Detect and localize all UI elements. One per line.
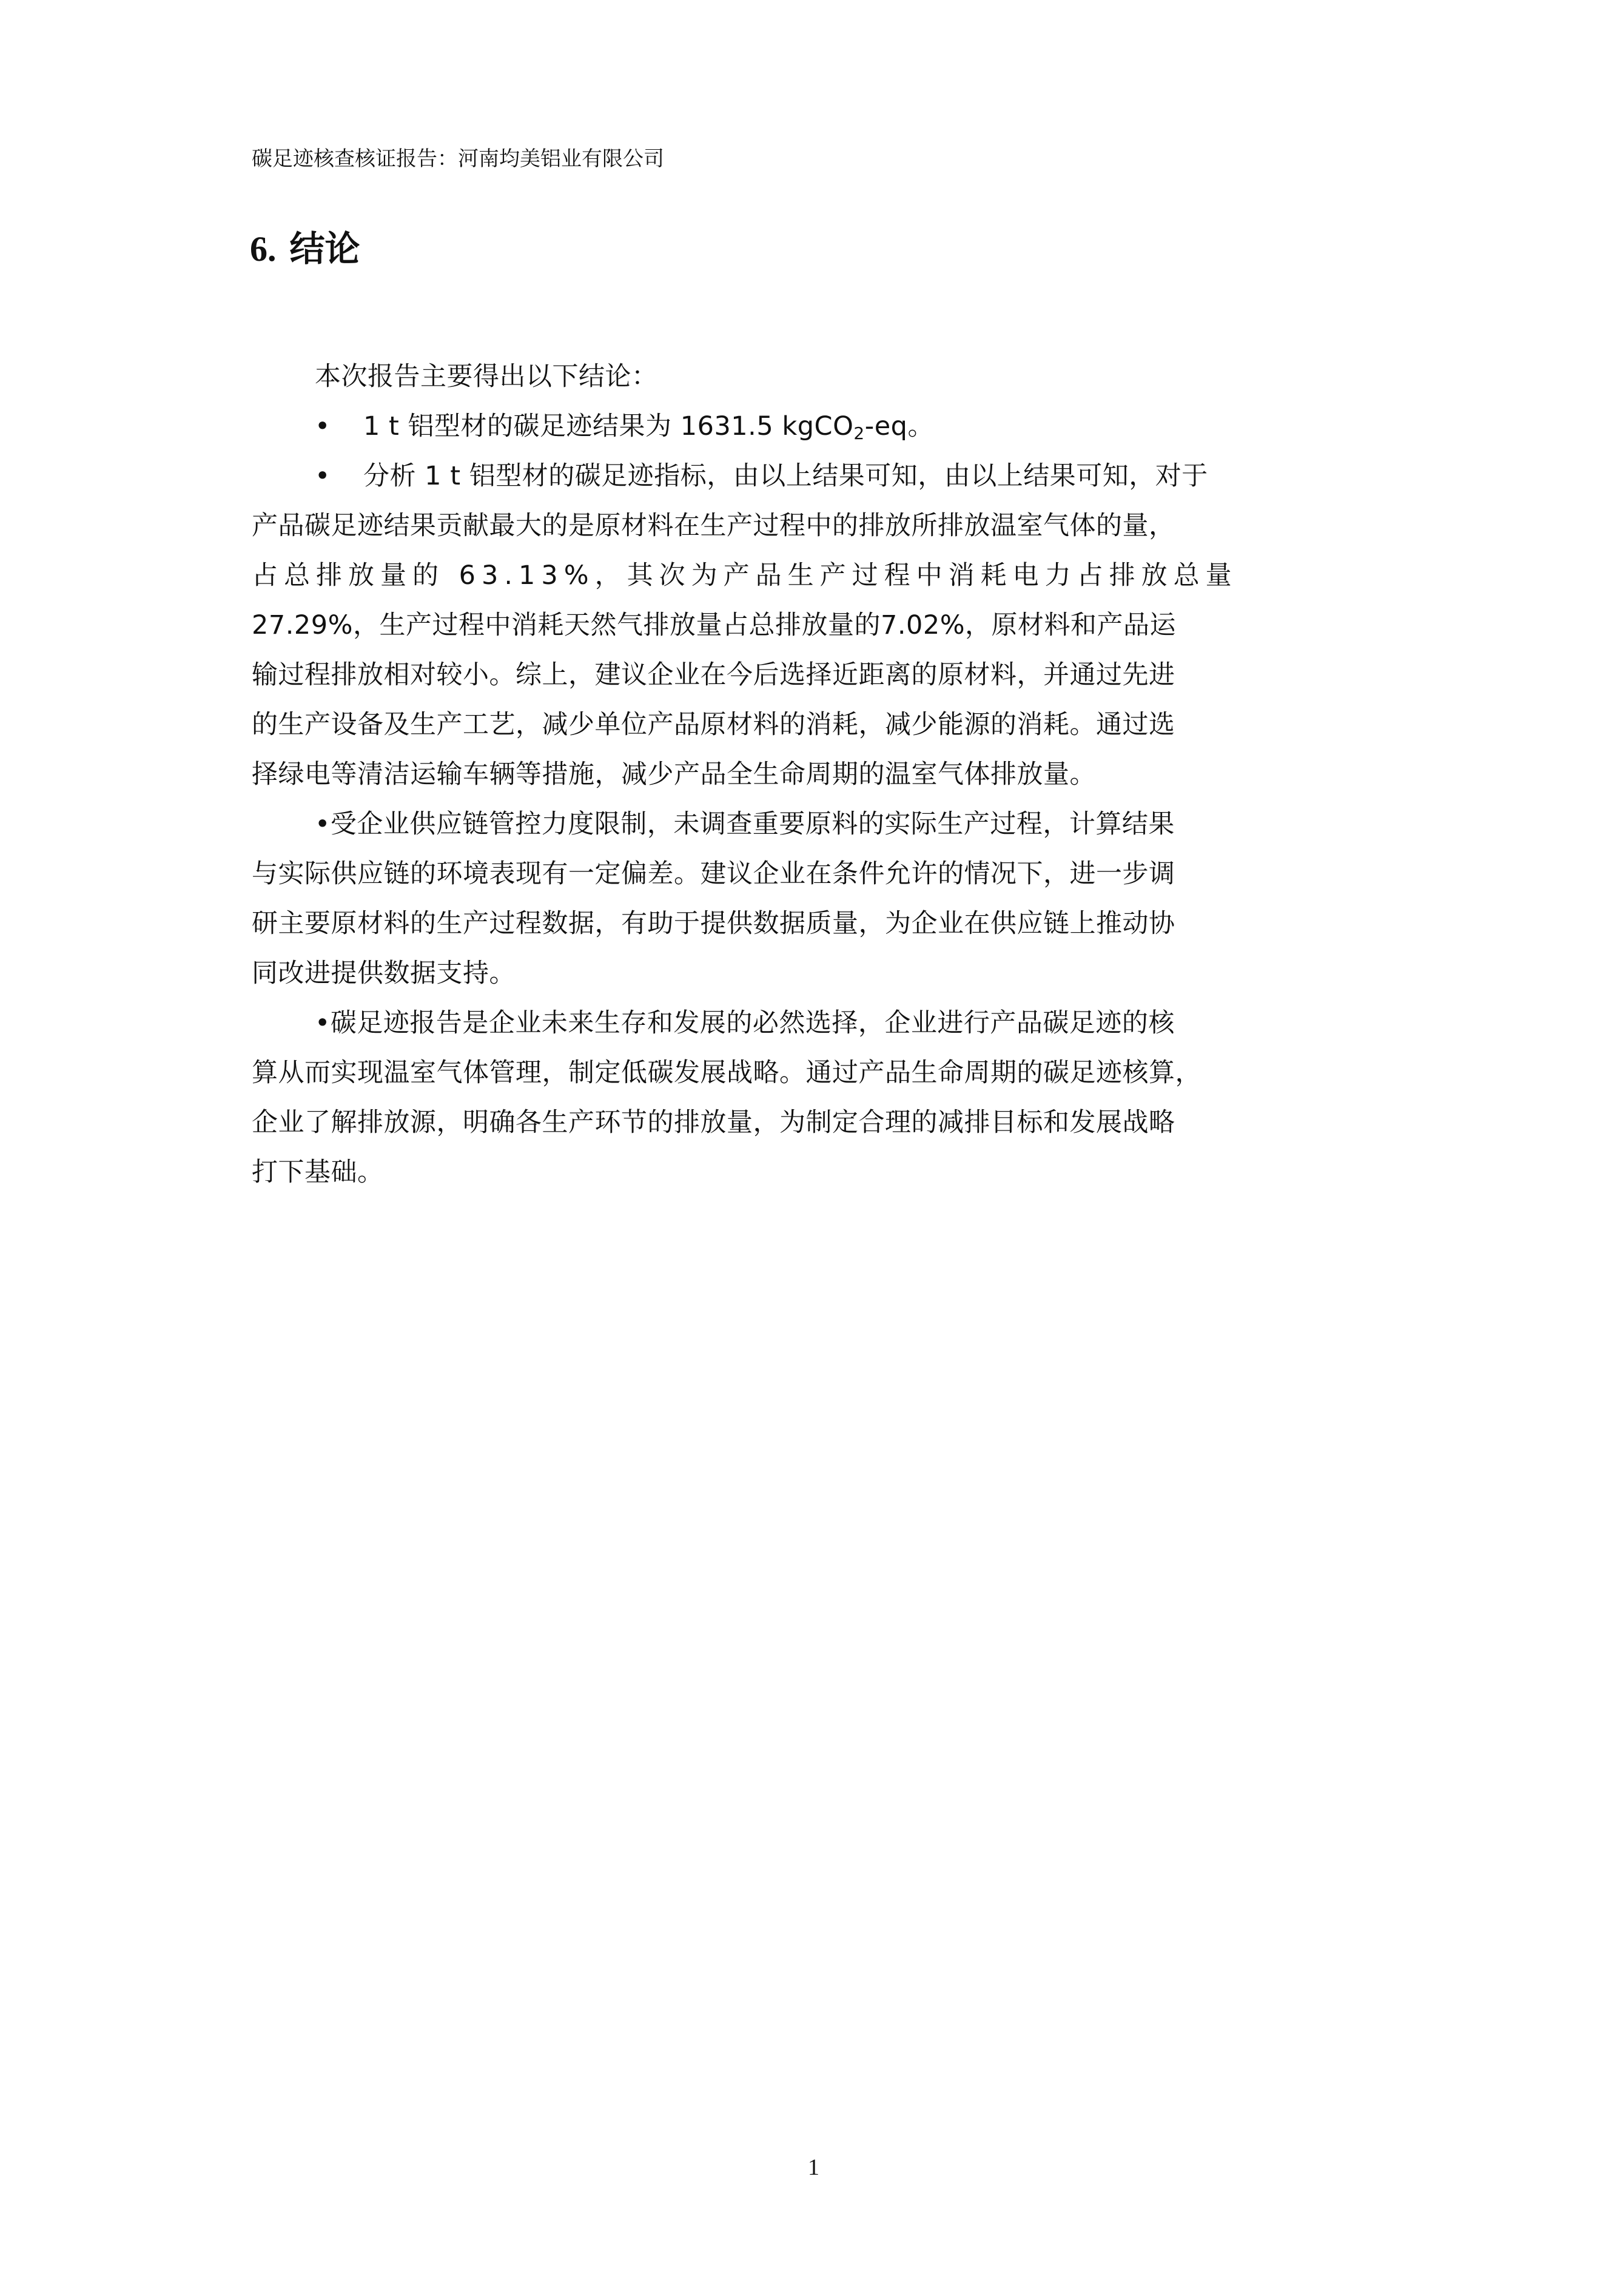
bullet-item-supply-chain [252, 799, 1392, 998]
strategy-line: •碳足迹报告是企业未来生存和发展的必然选择，企业进行产品碳足迹的核 [315, 1008, 1175, 1038]
conclusion-body [252, 352, 1392, 1197]
analysis-line: 占总排放量的 63.13%，其次为产品生产过程中消耗电力占排放总量 [252, 560, 1238, 591]
analysis-line: 择绿电等清洁运输车辆等措施，减少产品全生命周期的温室气体排放量。 [252, 759, 1096, 790]
bullet-result-text: 1 t 铝型材的碳足迹结果为 1631.5 kgCO [363, 411, 854, 441]
bullet-item-result [252, 401, 1392, 451]
analysis-line: 27.29%，生产过程中消耗天然气排放量占总排放量的7.02%，原材料和产品运 [252, 610, 1177, 640]
analysis-line: 产品碳足迹结果贡献最大的是原材料在生产过程中的排放所排放温室气体的量， [252, 511, 1175, 541]
bullet-item-analysis [252, 451, 1392, 799]
supply-chain-line: 同改进提供数据支持。 [252, 958, 516, 989]
strategy-line: 企业了解排放源，明确各生产环节的排放量，为制定合理的减排目标和发展战略 [252, 1107, 1175, 1138]
supply-chain-line: 研主要原材料的生产过程数据，有助于提供数据质量，为企业在供应链上推动协 [252, 908, 1175, 939]
analysis-line: 输过程排放相对较小。综上，建议企业在今后选择近距离的原材料，并通过先进 [252, 660, 1175, 690]
section-title: 结论 [289, 228, 360, 269]
section-number: 6. [250, 229, 277, 269]
analysis-line [252, 451, 1392, 501]
bullet-dot-icon: • [315, 461, 331, 491]
supply-chain-line: 与实际供应链的环境表现有一定偏差。建议企业在条件允许的情况下，进一步调 [252, 859, 1175, 889]
bullet-item-strategy [252, 998, 1392, 1197]
running-header: 碳足迹核查核证报告：河南均美铝业有限公司 [252, 147, 664, 171]
strategy-line: 打下基础。 [252, 1157, 384, 1187]
bullet-dot-icon: • [315, 411, 331, 441]
analysis-line: 的生产设备及生产工艺，减少单位产品原材料的消耗，减少能源的消耗。通过选 [252, 710, 1175, 740]
intro-paragraph: 本次报告主要得出以下结论： [315, 361, 658, 392]
section-heading [250, 224, 360, 274]
bullet-result-unit: -eq。 [864, 411, 934, 441]
co2-subscript: 2 [853, 423, 865, 443]
supply-chain-line: •受企业供应链管控力度限制，未调查重要原料的实际生产过程，计算结果 [315, 809, 1175, 839]
page-number: 1 [808, 2155, 819, 2180]
strategy-line: 算从而实现温室气体管理，制定低碳发展战略。通过产品生命周期的碳足迹核算， [252, 1058, 1201, 1088]
analysis-line-text: 分析 1 t 铝型材的碳足迹指标，由以上结果可知，由以上结果可知，对于 [363, 461, 1208, 491]
